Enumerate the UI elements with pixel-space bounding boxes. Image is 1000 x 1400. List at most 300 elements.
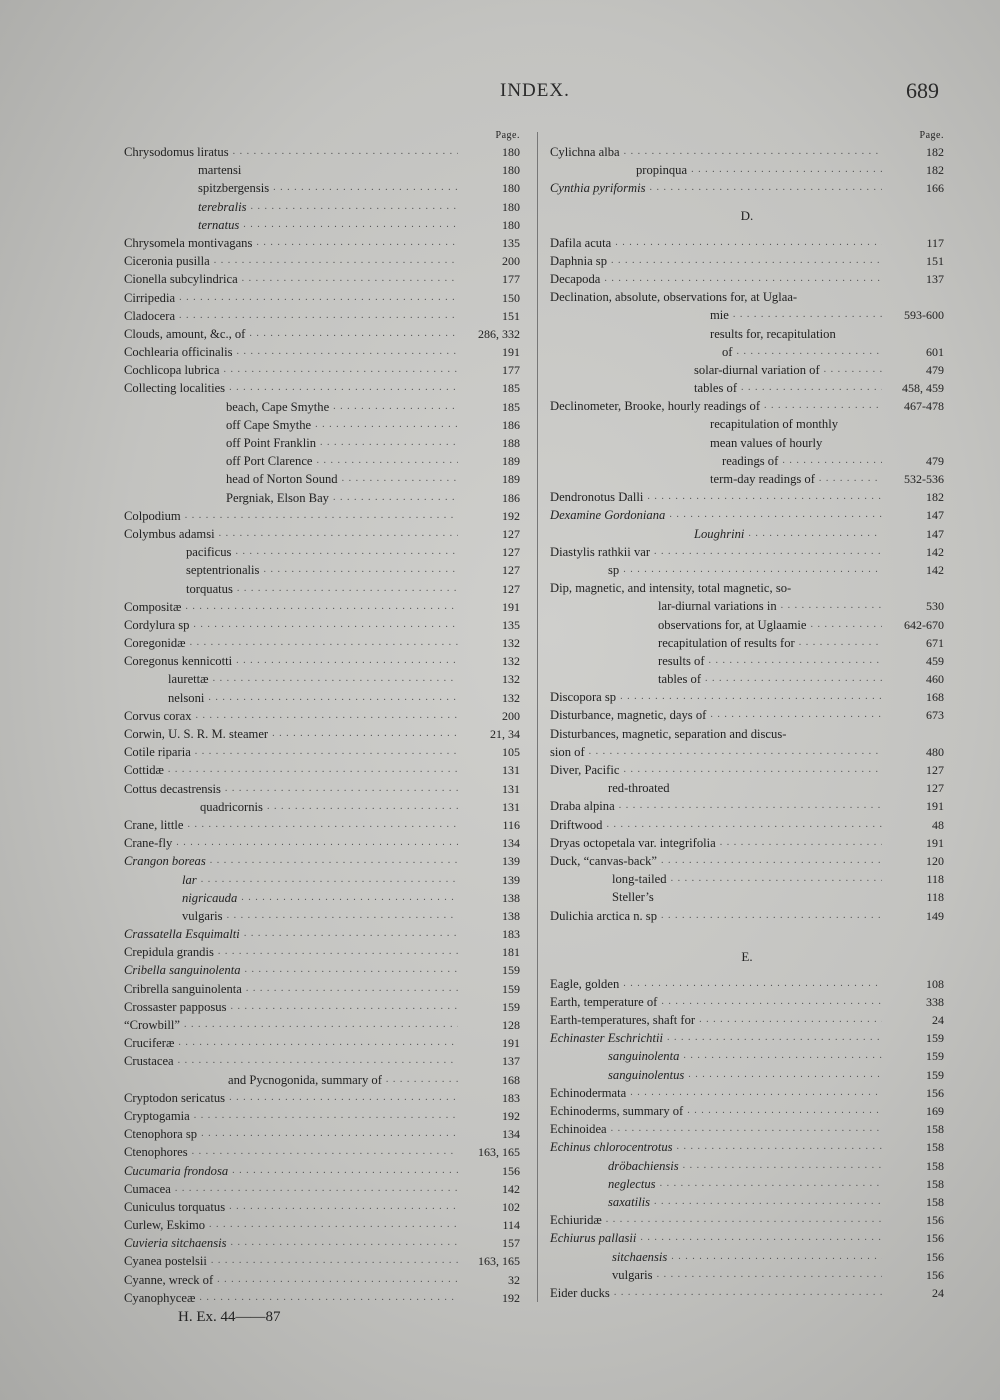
entry-term: Crangon boreas [124,854,206,869]
index-entry [124,961,520,979]
entry-page: 673 [926,708,944,723]
index-entry [550,1229,944,1247]
index-entry [124,907,520,925]
entry-term: Eagle, golden [550,976,620,991]
index-entry [124,470,520,488]
index-entry [124,234,520,252]
entry-page: 127 [502,545,520,560]
index-entry [124,1125,520,1143]
leader-dots [683,1047,882,1065]
entry-page: 189 [502,454,520,469]
index-entry [550,1157,944,1175]
index-entry [124,1234,520,1252]
entry-term: spitzbergensis [198,181,270,196]
leader-dots [620,688,882,706]
entry-page: 134 [502,836,520,851]
leader-dots [179,307,458,325]
entry-term: Cionella subcylindrica [124,272,238,287]
entry-term: beach, Cape Smythe [226,399,330,414]
leader-dots [208,689,458,707]
index-entry [124,179,520,197]
leader-dots [647,488,882,506]
index-entry [550,270,944,288]
entry-page: 137 [502,1054,520,1069]
leader-dots [671,870,882,888]
entry-term: tables of [658,672,702,687]
index-entry [124,816,520,834]
index-entry [550,1102,944,1120]
entry-term: Echinaster Eschrichtii [550,1031,663,1046]
entry-page [886,288,944,306]
entry-term: neglectus [608,1176,656,1191]
entry-term: Echinoderms, summary of [550,1104,684,1118]
index-entry [550,1066,944,1084]
left-entry-list [124,143,520,1307]
entry-page: 127 [502,563,520,578]
entry-term: sp [608,562,620,577]
entry-page: 180 [502,145,520,159]
leader-dots [233,143,458,161]
index-entry [550,1138,944,1156]
index-entry [550,415,944,433]
entry-term: off Port Clarence [226,454,313,469]
leader-dots [799,634,882,652]
index-entry [124,198,520,216]
entry-page: 156 [502,1163,520,1178]
leader-dots [256,234,458,252]
index-entry [550,834,944,852]
index-entry [550,688,944,706]
entry-term: Cyanea postelsii [124,1254,207,1269]
index-entry [124,943,520,961]
entry-page: 131 [502,799,520,814]
entry-term: Dendronotus Dalli [550,490,644,505]
entry-page: 181 [502,945,520,960]
leader-dots [231,1234,459,1252]
leader-dots [623,975,882,993]
leader-dots [263,561,458,579]
leader-dots [819,470,882,488]
entry-page: 286, 332 [478,326,520,341]
entry-term: Cochlicopa lubrica [124,363,220,378]
entry-term: results of [658,653,705,668]
entry-page: 183 [502,1090,520,1105]
leader-dots [168,761,458,779]
entry-term: Cucumaria frondosa [124,1163,229,1178]
entry-page: 191 [502,599,520,614]
index-entry [550,1284,944,1302]
entry-term: vulgaris [182,908,223,923]
section-heading-d: D. [740,207,754,223]
index-entry [124,289,520,307]
column-divider [537,132,538,1302]
leader-dots [630,1084,882,1102]
entry-term: Clouds, amount, &c., of [124,326,246,341]
index-entry [124,489,520,507]
entry-page: 105 [502,745,520,760]
left-column [124,128,520,1307]
entry-term: Disturbance, magnetic, days of [550,708,707,723]
index-entry [550,993,944,1011]
index-entry [124,1089,520,1107]
leader-dots [623,761,882,779]
leader-dots [251,198,458,216]
entry-term: Echinus chlorocentrotus [550,1140,673,1155]
leader-dots [317,452,459,470]
page-number: 689 [906,78,939,103]
index-entry [124,743,520,761]
entry-term: sanguinolenta [608,1049,680,1064]
entry-page: 159 [926,1031,944,1046]
index-entry [550,1193,944,1211]
index-entry [124,543,520,561]
entry-term: septentrionalis [186,563,260,578]
entry-page: 24 [932,1013,944,1028]
entry-term: Chrysodomus liratus [124,145,229,159]
leader-dots [232,1162,458,1180]
entry-term: Cordylura sp [124,617,190,632]
entry-page: 127 [502,581,520,596]
index-entry [124,689,520,707]
entry-page: 151 [502,308,520,323]
leader-dots [219,525,458,543]
leader-dots [691,161,882,179]
leader-dots [660,1175,882,1193]
entry-term: Chrysomela montivagans [124,235,253,250]
leader-dots [211,1252,458,1270]
index-entry [550,325,944,343]
entry-term: nelsoni [168,690,205,705]
entry-page: 142 [926,562,944,577]
index-entry [550,597,944,615]
index-entry [550,397,944,415]
entry-page: 156 [926,1267,944,1282]
entry-page: 132 [502,672,520,687]
entry-term: torquatus [186,581,233,596]
index-entry [550,179,944,197]
index-entry [124,252,520,270]
index-entry [124,761,520,779]
entry-page: 182 [926,490,944,505]
leader-dots [179,289,458,307]
leader-dots [176,834,458,852]
leader-dots [386,1071,458,1089]
index-entry [550,488,944,506]
index-entry [550,252,944,270]
index-entry [550,1084,944,1102]
leader-dots [606,1211,882,1229]
leader-dots [242,270,458,288]
leader-dots [733,306,882,324]
leader-dots [683,1157,882,1175]
entry-page: 479 [926,453,944,468]
leader-dots [246,980,458,998]
entry-term: lar-diurnal variations in [658,599,777,614]
entry-term: Cochlearia officinalis [124,345,233,360]
entry-term: lar [182,872,197,887]
leader-dots [748,525,882,543]
leader-dots [175,1180,458,1198]
entry-page: 116 [502,817,520,832]
entry-term: Declinometer, Brooke, hourly readings of [550,399,761,414]
entry-term: Dulichia arctica n. sp [550,908,658,923]
entry-term: Crassatella Esquimalti [124,927,240,942]
leader-dots [661,993,882,1011]
leader-dots [193,616,458,634]
entry-page: 21, 34 [490,727,520,741]
entry-term: Dafila acuta [550,235,612,250]
entry-page: 132 [502,636,520,651]
entry-page: 131 [502,781,520,796]
entry-page: 147 [926,508,944,523]
entry-page: 159 [502,999,520,1014]
leader-dots [604,270,882,288]
index-entry [124,398,520,416]
entry-term: term-day readings of [710,472,815,486]
entry-term: Decapoda [550,271,601,286]
entry-page [886,725,944,743]
entry-term: Colpodium [124,508,181,523]
leader-dots [185,507,458,525]
index-entry [550,743,944,761]
index-entry [550,870,944,888]
entry-term: Duck, “canvas-back” [550,853,657,868]
index-entry [550,616,944,634]
leader-dots [209,1216,458,1234]
leader-dots [178,1052,458,1070]
entry-page: 117 [926,235,944,250]
entry-term: Cottidæ [124,763,164,778]
index-entry [550,1120,944,1138]
index-entry [550,379,944,397]
leader-dots [342,470,458,488]
entry-term: Cottus decastrensis [124,781,221,796]
index-entry [550,1175,944,1193]
leader-dots [272,725,458,743]
index-entry [124,379,520,397]
entry-term: martensi [198,163,242,178]
leader-dots [699,1011,882,1029]
entry-page: 185 [502,381,520,396]
leader-dots [231,998,459,1016]
entry-term: Ciceronia pusilla [124,254,210,269]
index-entry [550,143,944,161]
index-entry [124,343,520,361]
leader-dots [245,161,458,179]
index-entry [124,925,520,943]
page-column-label: Page. [495,130,520,141]
leader-dots [218,943,458,961]
entry-term: red-throated [608,781,670,796]
index-entry [550,543,944,561]
entry-page: 479 [926,362,944,377]
leader-dots [201,871,458,889]
entry-page: 134 [502,1127,520,1142]
entry-page: 132 [502,690,520,705]
leader-dots [199,1289,458,1307]
entry-term: Dexamine Gordoniana [550,508,666,523]
index-entry [124,780,520,798]
leader-dots [225,780,458,798]
leader-dots [781,597,882,615]
entry-page: 158 [926,1176,944,1191]
leader-dots [709,652,882,670]
right-c-entry-list [550,143,944,198]
entry-page: 159 [502,963,520,978]
entry-page: 642-670 [904,617,944,632]
leader-dots [185,598,458,616]
entry-page: 142 [926,544,944,559]
index-entry [550,288,944,306]
entry-term: Ctenophora sp [124,1127,198,1142]
entry-term: Cotile riparia [124,745,191,760]
leader-dots [229,379,458,397]
leader-dots [782,452,882,470]
entry-term: and Pycnogonida, summary of [228,1072,382,1087]
entry-page: 102 [502,1199,520,1214]
entry-page: 169 [926,1104,944,1118]
d-entry-list [550,234,944,925]
entry-page: 191 [926,835,944,850]
entry-term: Dip, magnetic, and intensity, total magnetic, so- [550,581,792,596]
index-entry [124,216,520,234]
leader-dots [657,1266,882,1284]
leader-dots [671,1248,882,1266]
entry-page: 128 [502,1018,520,1032]
entry-term: observations for, at Uglaamie [658,617,807,632]
leader-dots [245,961,459,979]
entry-page: 200 [502,708,520,723]
index-entry [550,907,944,925]
index-entry [124,580,520,598]
index-entry [550,1248,944,1266]
leader-dots [210,852,458,870]
index-entry [124,1216,520,1234]
leader-dots [661,852,882,870]
entry-term: Colymbus adamsi [124,526,215,541]
entry-term: quadricornis [200,799,263,814]
entry-term: saxatilis [608,1194,650,1209]
entry-term: Pergniak, Elson Bay [226,490,329,505]
right-column [550,128,944,1302]
index-entry [550,234,944,252]
entry-page: 460 [926,672,944,687]
leader-dots [640,1229,882,1247]
entry-term: Collecting localities [124,381,226,396]
index-entry [550,525,944,543]
index-entry [550,561,944,579]
entry-term: sion of [550,744,585,759]
entry-term: Cryptodon sericatus [124,1090,226,1105]
index-entry [124,1271,520,1289]
leader-dots [237,343,458,361]
entry-page: 177 [502,363,520,378]
leader-dots [235,543,458,561]
entry-term: Cuvieria sitchaensis [124,1236,227,1251]
index-entry [550,975,944,993]
leader-dots [589,743,882,761]
entry-page: 159 [502,981,520,996]
entry-page: 156 [926,1231,944,1246]
entry-page: 114 [502,1218,520,1233]
entry-page: 671 [926,635,944,650]
index-entry [124,707,520,725]
entry-term: Cyanophyceæ [124,1290,196,1305]
leader-dots [710,706,882,724]
index-entry [124,1071,520,1089]
leader-dots [674,779,882,797]
entry-page: 157 [502,1236,520,1251]
leader-dots [705,670,882,688]
leader-dots [190,634,458,652]
entry-term: Cuniculus torquatus [124,1199,226,1214]
leader-dots [677,1138,882,1156]
leader-dots [192,1143,458,1161]
entry-page: 158 [926,1194,944,1209]
entry-page: 168 [926,690,944,705]
entry-page: 156 [926,1085,944,1100]
leader-dots [194,1107,458,1125]
index-entry [124,325,520,343]
entry-page: 147 [926,526,944,541]
index-entry [124,980,520,998]
entry-term: Crane, little [124,817,184,832]
index-entry [124,616,520,634]
leader-dots [654,1193,882,1211]
index-entry [124,416,520,434]
entry-term: tables of [694,381,738,396]
entry-page: 127 [926,781,944,796]
entry-page: 188 [502,436,520,450]
entry-term: results for, recapitulation [710,326,836,341]
entry-term: Crossaster papposus [124,999,227,1014]
entry-page [886,325,944,343]
entry-term: terebralis [198,199,247,214]
entry-term: sanguinolentus [608,1067,685,1082]
leader-dots [223,361,458,379]
leader-dots [217,1271,458,1289]
leader-dots [840,325,882,343]
index-entry [550,725,944,743]
index-entry [550,579,944,597]
index-entry [124,1252,520,1270]
leader-dots [178,1034,458,1052]
index-entry [124,1107,520,1125]
entry-page: 191 [502,345,520,360]
leader-dots [741,379,882,397]
entry-page: 163, 165 [478,1254,520,1269]
index-entry [124,798,520,816]
leader-dots [669,506,882,524]
entry-page: 168 [502,1072,520,1087]
entry-term: Steller’s [612,890,654,905]
entry-term: Corvus corax [124,708,192,723]
entry-term: recapitulation of results for [658,635,795,650]
entry-term: readings of [722,453,779,468]
entry-term: mean values of hourly [710,435,823,450]
entry-term: recapitulation of monthly [710,417,839,432]
entry-page: 142 [502,1181,520,1196]
index-entry [550,761,944,779]
index-entry [124,1180,520,1198]
index-entry [124,670,520,688]
index-entry [124,361,520,379]
leader-dots [237,580,458,598]
leader-dots [801,288,882,306]
index-entry [550,706,944,724]
index-entry [124,598,520,616]
leader-dots [737,343,883,361]
